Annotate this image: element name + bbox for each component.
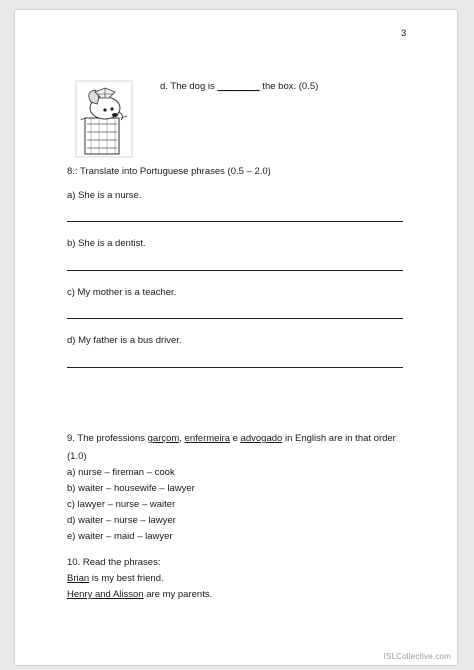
question-d-suffix: the box. (0.5): [259, 81, 319, 92]
question-8-title: 8.: Translate into Portuguese phrases (0.5 – 2.0): [67, 166, 271, 177]
question-9-option-a: a) nurse – fireman – cook: [67, 467, 175, 478]
word-enfermeira: enfermeira: [184, 433, 231, 444]
name-brian: Brian: [67, 573, 90, 584]
page-number: 3: [401, 28, 407, 39]
question-8-item-a: a) She is a nurse.: [67, 190, 142, 201]
dog-in-box-illustration: [75, 80, 133, 158]
question-9-prefix: 9. The professions: [67, 433, 148, 444]
question-9-title: [67, 433, 396, 445]
answer-line-a: [67, 221, 403, 222]
separator-2: e: [230, 433, 241, 444]
word-advogado: advogado: [240, 433, 283, 444]
question-10-line-1: [67, 573, 164, 585]
name-henry-alisson: Henry and Alisson: [67, 589, 144, 600]
separator-1: ,: [179, 433, 185, 444]
question-9-option-e: e) waiter – maid – lawyer: [67, 531, 173, 542]
line-1-rest: is my best friend.: [89, 573, 164, 584]
answer-line-b: [67, 270, 403, 271]
answer-line-d: [67, 367, 403, 368]
question-d-blank: ________: [217, 81, 260, 92]
question-9-option-b: b) waiter – housewife – lawyer: [67, 483, 195, 494]
watermark: ISLCollective.com: [383, 652, 451, 661]
question-8-item-d: d) My father is a bus driver.: [67, 335, 182, 346]
question-d-prefix: d. The dog is: [160, 81, 218, 92]
line-2-rest: are my parents.: [143, 589, 213, 600]
question-8-item-b: b) She is a dentist.: [67, 238, 146, 249]
question-8-item-c: c) My mother is a teacher.: [67, 287, 177, 298]
question-10-title: 10. Read the phrases:: [67, 557, 161, 568]
word-garcom: garçom: [147, 433, 180, 444]
question-9-suffix: in English are in that order: [282, 433, 396, 444]
question-9-option-d: d) waiter – nurse – lawyer: [67, 515, 176, 526]
question-9-points: (1.0): [67, 451, 87, 462]
question-9-option-c: c) lawyer – nurse – waiter: [67, 499, 176, 510]
question-10-line-2: [67, 589, 212, 601]
worksheet-page: [15, 10, 457, 665]
question-d: [160, 81, 318, 93]
answer-line-c: [67, 318, 403, 319]
